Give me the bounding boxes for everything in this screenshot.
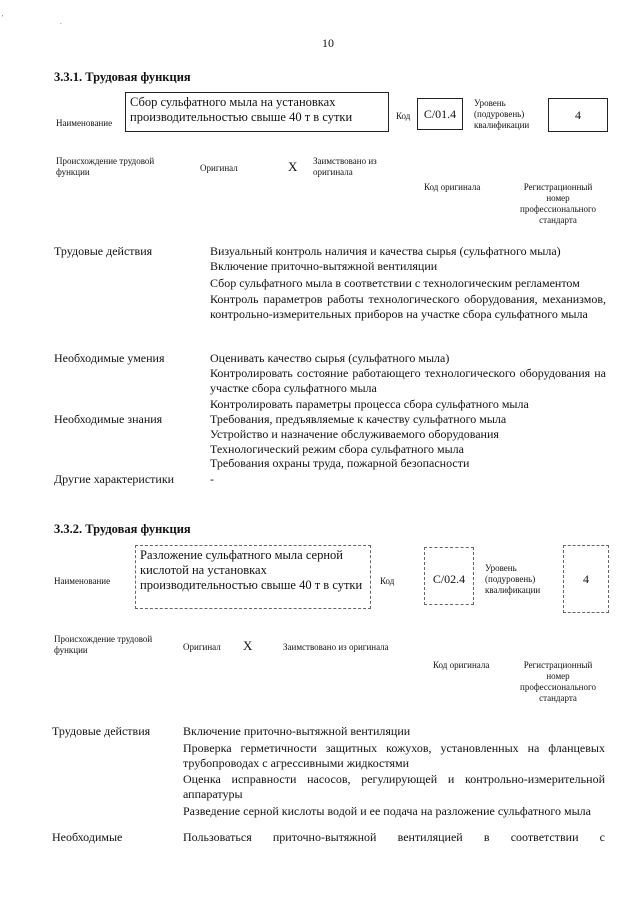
code-box <box>417 98 463 130</box>
borrowed-label: Заимствовано из оригинала <box>283 642 389 652</box>
list-item: Проверка герметичности защитных кожухов, установленных на фланцевых трубопроводах с агрессивными жидкостями <box>183 740 605 770</box>
list-item: Оценка исправности насосов, регулирующей и контрольно-измерительной аппаратуры <box>183 772 605 802</box>
list-item: Контролировать состояние работающего технологического оборудования на участке сбора сульфатного мыла <box>210 365 606 395</box>
section-title-331: 3.3.1. Трудовая функция <box>54 70 191 84</box>
row-label-actions: Трудовые действия <box>54 244 153 258</box>
level-value: 4 <box>583 572 589 586</box>
row-label-other: Другие характеристики <box>54 472 175 486</box>
code-value: C/01.4 <box>423 107 457 121</box>
reg-number-label: Регистрационный номер профессионального стандарта <box>520 182 596 225</box>
name-label: Наименование <box>56 118 113 128</box>
level-box <box>548 98 608 132</box>
list-item: Визуальный контроль наличия и качества сырья (сульфатного мыла) <box>210 244 561 258</box>
borrowed-label: Заимствовано из оригинала <box>313 156 377 177</box>
row-items-skills <box>183 830 605 845</box>
row-items-knowledge <box>210 412 606 471</box>
list-item: Контроль параметров работы технологического оборудования, механизмов, контрольно-измерительных приборов на участке сбора сульфатного мыла <box>210 292 606 322</box>
list-item: Оценивать качество сырья (сульфатного мыла) <box>210 351 450 365</box>
function-name-box <box>135 545 371 609</box>
section-title-332: 3.3.2. Трудовая функция <box>54 522 191 536</box>
list-item: Пользоваться приточно-вытяжной вентиляцией в соответствии с <box>183 830 605 844</box>
level-box <box>563 545 609 613</box>
row-items-skills <box>210 351 606 412</box>
reg-number-label: Регистрационный номер профессионального стандарта <box>520 660 596 703</box>
page-number: 10 <box>322 36 334 50</box>
list-item: Включение приточно-вытяжной вентиляции <box>210 258 438 273</box>
code-label: Код <box>380 576 395 586</box>
row-items-actions <box>183 724 605 819</box>
code-box <box>424 547 474 605</box>
row-label-knowledge: Необходимые знания <box>54 412 163 426</box>
original-label: Оригинал <box>200 163 238 173</box>
list-item: Требования охраны труда, пожарной безопасности <box>210 456 470 471</box>
list-item: Технологический режим сбора сульфатного мыла <box>210 441 464 456</box>
list-item: Контролировать параметры процесса сбора сульфатного мыла <box>210 397 529 412</box>
list-item: Включение приточно-вытяжной вентиляции <box>183 724 411 738</box>
row-label-skills: Необходимые <box>52 830 123 844</box>
original-mark: X <box>243 638 253 653</box>
name-label: Наименование <box>54 576 111 586</box>
level-value: 4 <box>575 108 581 122</box>
list-item: Требования, предъявляемые к качеству сульфатного мыла <box>210 412 507 426</box>
function-name-box <box>125 92 389 132</box>
level-label: Уровень (подуровень) квалификации <box>485 563 541 595</box>
function-name: Сбор сульфатного мыла на установках производительностью свыше 40 т в сутки <box>130 95 353 124</box>
list-item: Сбор сульфатного мыла в соответствии с технологическим регламентом <box>210 275 580 290</box>
function-name: Разложение сульфатного мыла серной кислотой на установках производительностью свыше 40 т в сутки <box>140 548 363 592</box>
level-label: Уровень (подуровень) квалификации <box>474 98 530 130</box>
code-original-label: Код оригинала <box>424 182 481 192</box>
code-original-label: Код оригинала <box>433 660 490 670</box>
list-item: Устройство и назначение обслуживаемого оборудования <box>210 426 499 441</box>
row-items-actions <box>210 244 606 322</box>
code-label: Код <box>396 111 411 121</box>
scan-mark: ' <box>2 14 4 22</box>
row-items-other: - <box>210 472 214 486</box>
original-mark: X <box>288 159 298 174</box>
code-value: C/02.4 <box>432 572 466 586</box>
scan-mark: . <box>60 18 62 26</box>
row-label-skills: Необходимые умения <box>54 351 165 365</box>
row-label-actions: Трудовые действия <box>52 724 151 738</box>
original-label: Оригинал <box>183 642 221 652</box>
list-item: Разведение серной кислоты водой и ее подача на разложение сульфатного мыла <box>183 803 591 818</box>
origin-label: Происхождение трудовой функции <box>56 156 155 177</box>
origin-label: Происхождение трудовой функции <box>54 634 153 655</box>
